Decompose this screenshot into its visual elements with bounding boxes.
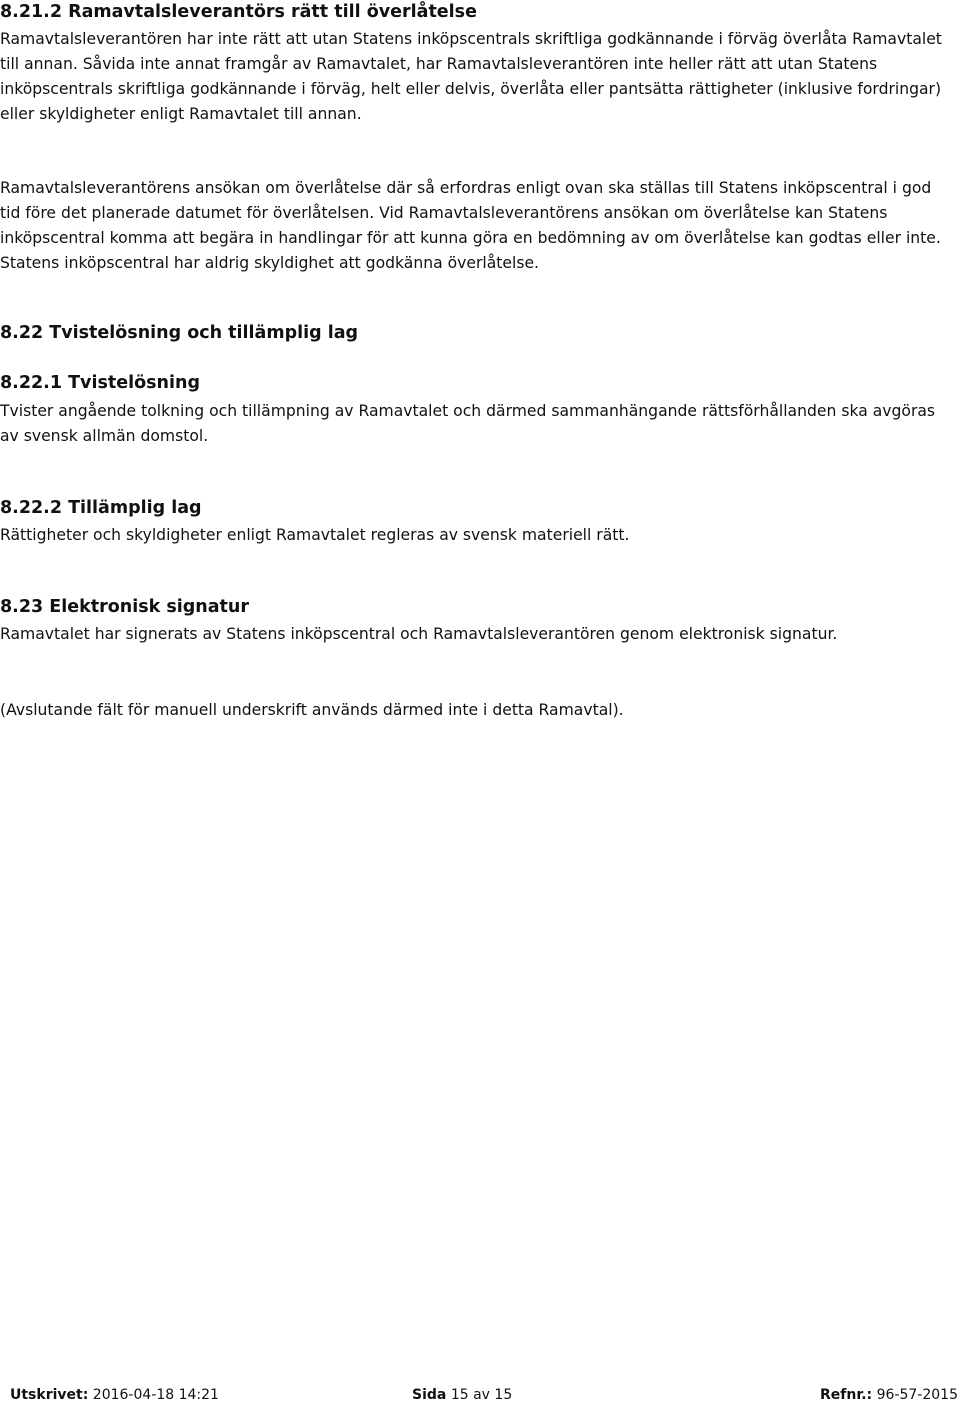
printed-value: 2016-04-18 14:21 — [92, 1387, 219, 1403]
paragraph-transfer-rights: Ramavtalsleverantören har inte rätt att utan Statens inköpscentrals skriftliga godkännande i förväg överlåta Ramavtalet till annan. Såvida inte annat framgår av Ramavtalet, har Ramavtalsleverantören inte heller rätt att utan Statens inköpscentrals skriftliga godkännande i förväg, helt eller delvis, överlåta eller pantsätta rättigheter (inklusive fordringar) eller skyldigheter enligt Ramavtalet till annan. — [0, 30, 942, 123]
page-footer — [0, 1385, 958, 1407]
paragraph-electronic-signature: Ramavtalet har signerats av Statens inköpscentral och Ramavtalsleverantören genom elektronisk signatur. — [0, 625, 838, 643]
paragraph-dispute-resolution: Tvister angående tolkning och tillämpning av Ramavtalet och därmed sammanhängande rättsförhållanden ska avgöras av svensk allmän domstol. — [0, 402, 936, 445]
paragraph-applicable-law: Rättigheter och skyldigheter enligt Ramavtalet regleras av svensk materiell rätt. — [0, 526, 630, 544]
page-number — [412, 1385, 512, 1405]
page-label: Sida — [412, 1387, 447, 1403]
heading-8-23: 8.23 Elektronisk signatur — [0, 597, 250, 617]
ref-value: 96-57-2015 — [876, 1387, 958, 1403]
printed-label: Utskrivet: — [10, 1387, 89, 1403]
heading-8-21-2: 8.21.2 Ramavtalsleverantörs rätt till överlåtelse — [0, 2, 477, 22]
paragraph-closing-note: (Avslutande fält för manuell underskrift används därmed inte i detta Ramavtal). — [0, 701, 624, 719]
ref-label: Refnr.: — [820, 1387, 873, 1403]
paragraph-transfer-application: Ramavtalsleverantörens ansökan om överlåtelse där så erfordras enligt ovan ska ställas till Statens inköpscentral i god tid före det planerade datumet för överlåtelsen. Vid Ramavtalsleverantörens ansökan om överlåtelse kan Statens inköpscentral komma att begära in handlingar för att kunna göra en bedömning av om överlåtelse kan godtas eller inte. Statens inköpscentral har aldrig skyldighet att godkänna överlåtelse. — [0, 179, 941, 272]
page-of: av — [473, 1387, 490, 1403]
heading-8-22-2: 8.22.2 Tillämplig lag — [0, 498, 202, 518]
page-current: 15 — [450, 1387, 469, 1403]
heading-8-22-1: 8.22.1 Tvistelösning — [0, 373, 200, 393]
heading-8-22: 8.22 Tvistelösning och tillämplig lag — [0, 323, 359, 343]
reference-number — [820, 1385, 958, 1405]
page-total: 15 — [494, 1387, 513, 1403]
printed-date — [10, 1385, 219, 1405]
